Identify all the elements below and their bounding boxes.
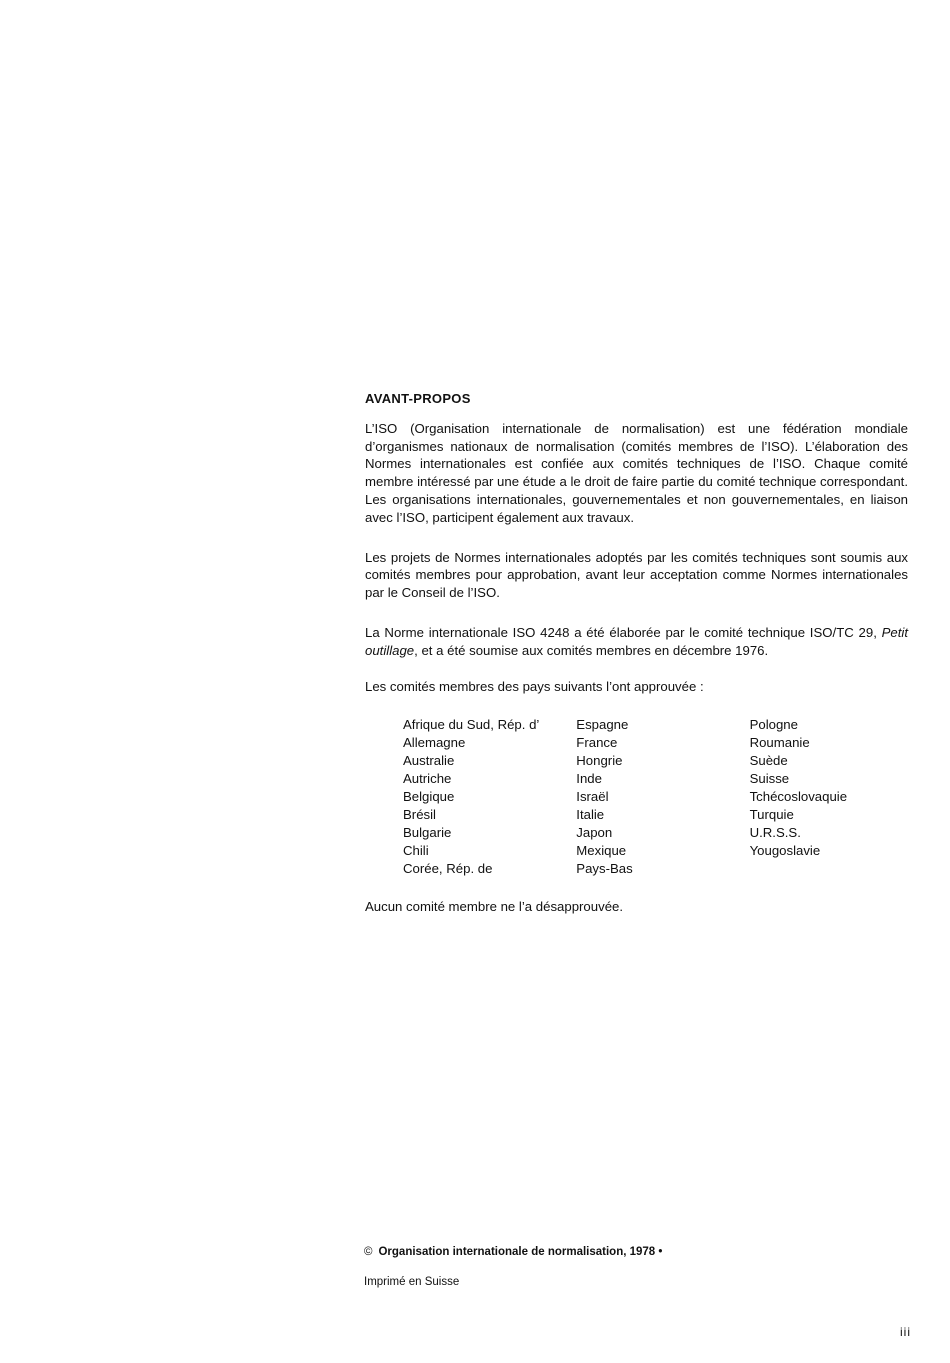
paragraph-no-disapproval: Aucun comité membre ne l’a désapprouvée. xyxy=(365,898,624,914)
paragraph-iso-description: L’ISO (Organisation internationale de normalisation) est une fédération mondiale d’organismes nationaux de normalisation (comités membres de l’ISO). L’élaboration des Normes internationales est confiée aux comités techniques de l’ISO. Chaque comité membre intéressé par une étude a le droit de faire partie du comité technique correspondant. Les organisations internationales, gouvernementales et non gouvernementales, en liaison avec l’ISO, participent également aux travaux. xyxy=(365,420,908,525)
country-column-2 xyxy=(576,716,749,877)
country-column-1 xyxy=(403,716,576,877)
country-item: Turquie xyxy=(749,806,794,822)
country-item: Bulgarie xyxy=(403,824,452,840)
country-item: U.R.S.S. xyxy=(749,824,801,840)
country-item: Pologne xyxy=(749,717,798,733)
country-item: Belgique xyxy=(403,788,455,804)
country-item: Allemagne xyxy=(403,735,466,751)
country-item: Autriche xyxy=(403,771,452,787)
country-item: Corée, Rép. de xyxy=(403,860,493,876)
country-item: Afrique du Sud, Rép. d’ xyxy=(403,717,540,733)
paragraph-standard-origin-end: , et a été soumise aux comités membres en décembre 1976. xyxy=(414,642,769,658)
printed-in-line: Imprimé en Suisse xyxy=(364,1276,460,1288)
section-heading: AVANT-PROPOS xyxy=(365,391,471,406)
country-item: Suisse xyxy=(749,771,790,787)
country-item: Yougoslavie xyxy=(749,842,821,858)
paragraph-approval-intro: Les comités membres des pays suivants l’ont approuvée : xyxy=(365,678,704,694)
committee-title: Petit outillage xyxy=(365,624,908,658)
country-item: Israël xyxy=(576,788,609,804)
country-item: Hongrie xyxy=(576,753,623,769)
country-item: Espagne xyxy=(576,717,629,733)
copyright-symbol: © xyxy=(364,1246,373,1258)
copyright-line xyxy=(364,1246,662,1258)
page-number: iii xyxy=(900,1325,911,1339)
country-item: Japon xyxy=(576,824,613,840)
country-item: Italie xyxy=(576,806,605,822)
paragraph-standard-origin-start: La Norme internationale ISO 4248 a été élaborée par le comité technique ISO/TC 29, xyxy=(365,624,882,640)
country-item: Pays-Bas xyxy=(576,860,633,876)
country-item: Tchécoslovaquie xyxy=(749,788,848,804)
country-item: Brésil xyxy=(403,806,436,822)
country-item: Roumanie xyxy=(749,735,810,751)
country-column-3 xyxy=(750,716,908,877)
copyright-text: Organisation internationale de normalisation, 1978 • xyxy=(378,1246,663,1258)
country-item: Suède xyxy=(749,753,788,769)
country-item: Inde xyxy=(576,771,602,787)
paragraph-draft-approval: Les projets de Normes internationales adoptés par les comités techniques sont soumis aux comités membres pour approbation, avant leur acceptation comme Normes internationales par le Conseil de l’ISO. xyxy=(365,549,908,601)
country-item: France xyxy=(576,735,618,751)
country-item: Mexique xyxy=(576,842,627,858)
foreword-section xyxy=(365,390,908,915)
country-item: Australie xyxy=(403,753,455,769)
paragraph-standard-origin xyxy=(365,624,908,660)
country-item: Chili xyxy=(403,842,429,858)
country-list xyxy=(403,716,908,877)
